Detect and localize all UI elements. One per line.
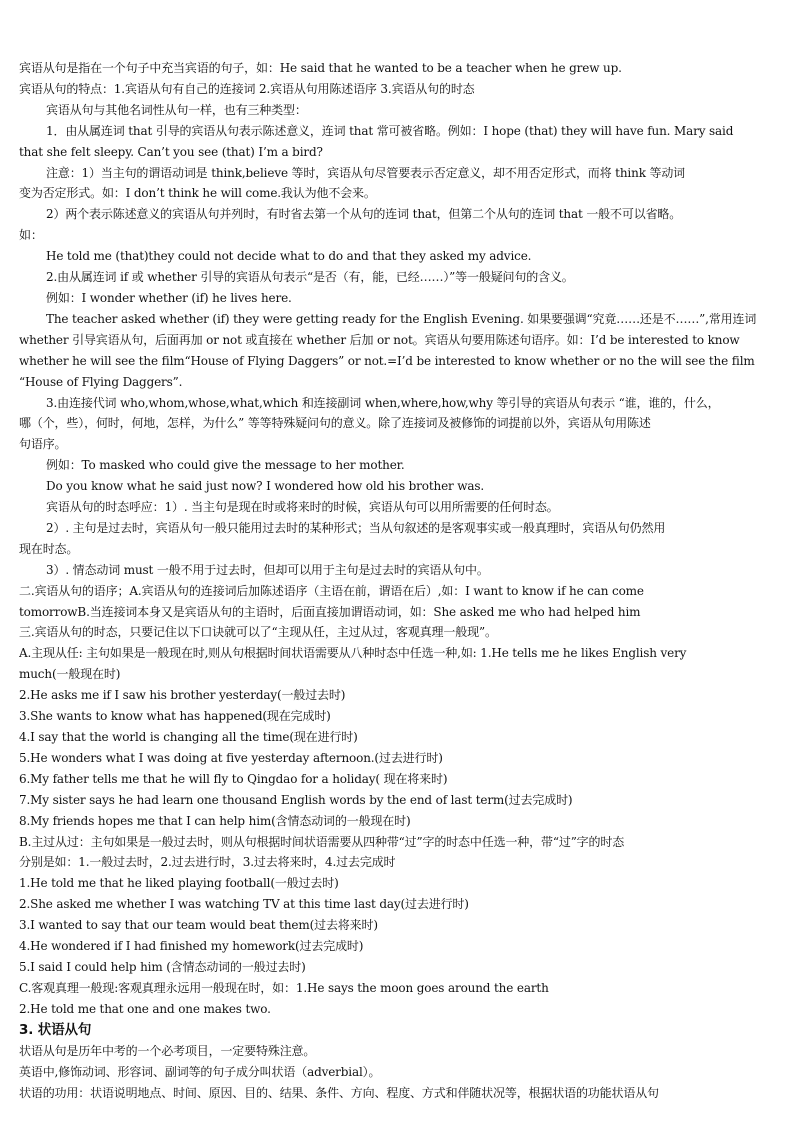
text-line: 现在时态。 bbox=[19, 541, 79, 556]
text-line: 2.She asked me whether I was watching TV at this time last day(过去进行时) bbox=[19, 897, 469, 912]
text-line: Do you know what he said just now? I wondered how old his brother was. bbox=[46, 479, 485, 494]
text-line: The teacher asked whether (if) they were getting ready for the English Evening. 如果要强调“究竟……还是不……”,常用连词 bbox=[46, 311, 757, 326]
text-line: 如： bbox=[19, 228, 43, 243]
text-line: whether he will see the film“House of Flying Daggers” or not.=I’d be interested to know whether or no the will see the film bbox=[19, 353, 755, 368]
text-line: 3.She wants to know what has happened(现在完成时) bbox=[19, 709, 331, 724]
text-line: 2.He told me that one and one makes two. bbox=[19, 1001, 271, 1016]
text-line: 例如：To masked who could give the message to her mother. bbox=[46, 458, 405, 473]
text-line: 宾语从句与其他名词性从句一样，也有三种类型： bbox=[46, 102, 307, 117]
text-line: 8.My friends hopes me that I can help him(含情态动词的一般现在时) bbox=[19, 813, 411, 828]
text-line: “House of Flying Daggers”. bbox=[19, 374, 183, 389]
text-line: 句语序。 bbox=[19, 437, 67, 452]
text-line: 3）. 情态动词 must 一般不用于过去时，但却可以用于主句是过去时的宾语从句中。 bbox=[46, 562, 489, 577]
text-line: 5.I said I could help him (含情态动词的一般过去时) bbox=[19, 959, 306, 974]
text-line: C.客观真理一般现:客观真理永远用一般现在时，如：1.He says the moon goes around the earth bbox=[19, 980, 549, 995]
text-line: 1．由从属连词 that 引导的宾语从句表示陈述意义，连词 that 常可被省略。例如：I hope (that) they will have fun. Mary said bbox=[46, 123, 734, 138]
text-line: 注意：1）当主句的谓语动词是 think,believe 等时，宾语从句尽管要表示否定意义，却不用否定形式，而将 think 等动词 bbox=[46, 165, 686, 180]
text-line: 宾语从句的特点：1.宾语从句有自己的连接词 2.宾语从句用陈述语序 3.宾语从句的时态 bbox=[19, 81, 475, 96]
text-line: 英语中,修饰动词、形容词、副词等的句子成分叫状语（adverbial）。 bbox=[19, 1064, 381, 1079]
text-line: 3.I wanted to say that our team would beat them(过去将来时) bbox=[19, 918, 378, 933]
text-line: 三.宾语从句的时态，只要记住以下口诀就可以了“主现从任，主过从过，客观真理一般现”。 bbox=[19, 625, 497, 640]
text-line: 2）. 主句是过去时，宾语从句一般只能用过去时的某种形式；当从句叙述的是客观事实或一般真理时，宾语从句仍然用 bbox=[46, 520, 666, 535]
text-line: 宾语从句的时态呼应：1）. 当主句是现在时或将来时的时候，宾语从句可以用所需要的任何时态。 bbox=[46, 500, 559, 515]
text-line: B.主过从过：主句如果是一般过去时，则从句根据时间状语需要从四种带“过”字的时态中任选一种，带“过”字的时态 bbox=[19, 834, 625, 849]
text-line: 2.由从属连词 if 或 whether 引导的宾语从句表示“是否（有，能，已经……）”等一般疑问句的含义。 bbox=[46, 270, 574, 285]
text-line: much(一般现在时) bbox=[19, 667, 121, 682]
text-line: 宾语从句是指在一个句子中充当宾语的句子，如：He said that he wanted to be a teacher when he grew up. bbox=[19, 61, 622, 75]
text-line: 变为否定形式。如：I don’t think he will come.我认为他不会来。 bbox=[19, 186, 376, 201]
text-line: 5.He wonders what I was doing at five yesterday afternoon.(过去进行时) bbox=[19, 750, 443, 765]
text-line: 2）两个表示陈述意义的宾语从句并列时，有时省去第一个从句的连词 that，但第二个从句的连词 that 一般不可以省略。 bbox=[46, 207, 682, 222]
text-line: 状语的功用：状语说明地点、时间、原因、目的、结果、条件、方向、程度、方式和伴随状况等，根据状语的功能状语从句 bbox=[19, 1085, 659, 1100]
text-line: 哪（个，些），何时，何地，怎样，为什么” 等等特殊疑问句的意义。除了连接词及被修饰的词提前以外，宾语从句用陈述 bbox=[19, 416, 651, 431]
text-line: 4.He wondered if I had finished my homework(过去完成时) bbox=[19, 939, 364, 954]
text-line: 二.宾语从句的语序；A.宾语从句的连接词后加陈述语序（主语在前，谓语在后）,如：I want to know if he can come bbox=[19, 583, 644, 598]
text-line: 例如：I wonder whether (if) he lives here. bbox=[46, 290, 292, 305]
text-line: He told me (that)they could not decide what to do and that they asked my advice. bbox=[46, 249, 532, 264]
text-line: tomorrowB.当连接词本身又是宾语从句的主语时，后面直接加谓语动词，如：She asked me who had helped him bbox=[19, 604, 641, 619]
text-line: 3.由连接代词 who,whom,whose,what,which 和连接副词 when,where,how,why 等引导的宾语从句表示 “谁，谁的，什么， bbox=[46, 395, 720, 410]
text-line: 分别是如：1.一般过去时，2.过去进行时，3.过去将来时，4.过去完成时 bbox=[19, 855, 396, 870]
text-line: whether 引导宾语从句，后面再加 or not 或直接在 whether 后加 or not。宾语从句要用陈述句语序。如：I’d be interested to know bbox=[19, 332, 740, 347]
text-line: that she felt sleepy. Can’t you see (that) I’m a bird? bbox=[19, 144, 323, 159]
text-line: A.主现从任: 主句如果是一般现在时,则从句根据时间状语需要从八种时态中任选一种,如: 1.He tells me he likes English very bbox=[19, 646, 687, 661]
text-line: 6.My father tells me that he will fly to Qingdao for a holiday( 现在将来时) bbox=[19, 771, 448, 786]
text-line: 2.He asks me if I saw his brother yesterday(一般过去时) bbox=[19, 688, 346, 703]
text-line: 1.He told me that he liked playing football(一般过去时) bbox=[19, 876, 339, 891]
text-line: 4.I say that the world is changing all the time(现在进行时) bbox=[19, 730, 358, 744]
text-line: 状语从句是历年中考的一个必考项目，一定要特殊注意。 bbox=[19, 1043, 316, 1058]
section-heading: 3. 状语从句 bbox=[19, 1021, 92, 1038]
text-line: 7.My sister says he had learn one thousand English words by the end of last term(过去完成时) bbox=[19, 792, 573, 807]
